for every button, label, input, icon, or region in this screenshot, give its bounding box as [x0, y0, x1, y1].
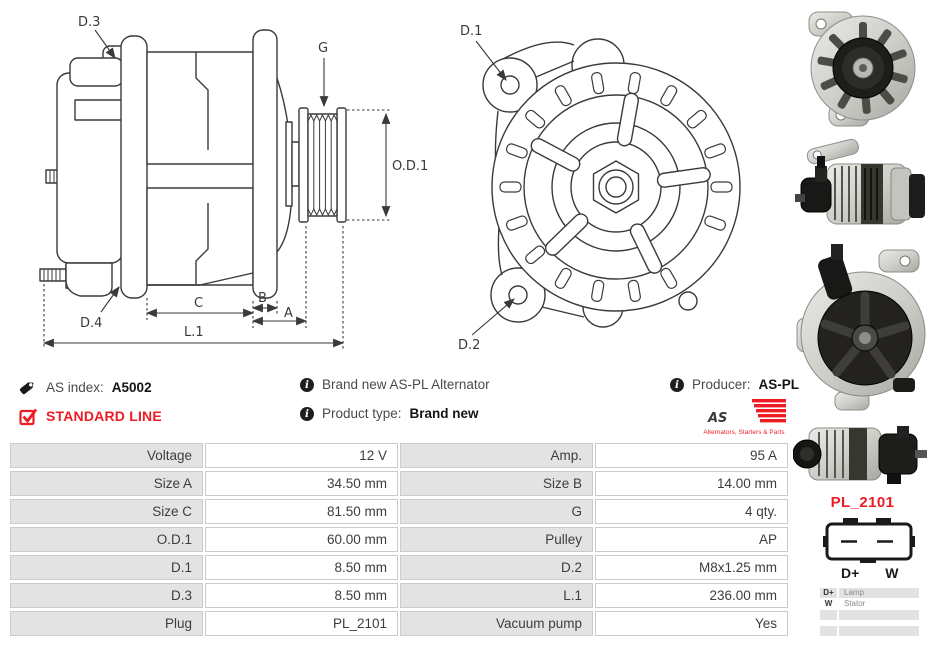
plug-legend [820, 588, 920, 637]
product-type-label: Product type: [322, 406, 402, 421]
spec-value-cell: 8.50 mm [205, 555, 398, 580]
label-d4: D.4 [80, 316, 103, 331]
hole-d1 [501, 76, 519, 94]
product-photo-side[interactable] [793, 138, 932, 236]
spec-value-cell: M8x1.25 mm [595, 555, 788, 580]
as-index-row [18, 377, 152, 397]
label-l1: L.1 [184, 325, 204, 340]
side-view-technical-drawing [0, 0, 430, 362]
plug-pin-labels [823, 565, 915, 581]
brand-new-row [300, 377, 490, 392]
legend-desc: Stator [844, 599, 866, 608]
info-icon: i [300, 407, 314, 421]
label-c: C [194, 296, 204, 311]
spec-value-cell: PL_2101 [205, 611, 398, 636]
legend-row [820, 599, 920, 609]
spec-label-cell: Vacuum pump [400, 611, 593, 636]
spec-label-cell: G [400, 499, 593, 524]
spec-label-cell: Size C [10, 499, 203, 524]
label-b: B [258, 291, 267, 306]
as-index-value: A5002 [111, 379, 152, 395]
info-icon: i [670, 378, 684, 392]
spec-value-cell: 60.00 mm [205, 527, 398, 552]
product-type-value: Brand new [409, 406, 479, 421]
stator-body-lower [147, 188, 253, 285]
standard-line-row [18, 406, 162, 426]
spec-label-cell: D.3 [10, 583, 203, 608]
label-a: A [284, 306, 293, 321]
standard-line-text: STANDARD LINE [46, 408, 162, 424]
label-d1: D.1 [460, 24, 483, 39]
pin-dplus-label: D+ [841, 565, 860, 581]
info-icon: i [300, 378, 314, 392]
product-type-row [300, 406, 479, 421]
spec-label-cell: D.2 [400, 555, 593, 580]
rear-bracket [121, 36, 147, 298]
spec-value-cell: Yes [595, 611, 788, 636]
producer-value: AS-PL [758, 377, 800, 392]
spec-label-cell: Voltage [10, 443, 203, 468]
spec-value-cell: 8.50 mm [205, 583, 398, 608]
spec-label-cell: O.D.1 [10, 527, 203, 552]
as-pl-logo-icon [696, 396, 792, 426]
plug-code-title: PL_2101 [830, 494, 895, 511]
spec-value-cell: AP [595, 527, 788, 552]
spec-value-cell: 14.00 mm [595, 471, 788, 496]
spec-label-cell: Pulley [400, 527, 593, 552]
spec-value-cell: 95 A [595, 443, 788, 468]
legend-desc: Lamp [839, 588, 919, 598]
spec-value-cell: 4 qty. [595, 499, 788, 524]
spec-table [10, 443, 788, 636]
legend-pin: W [824, 599, 833, 608]
plug-connector-diagram [823, 516, 915, 566]
logo-as-text: AS [708, 411, 728, 426]
tag-icon [18, 377, 38, 397]
front-view-technical-drawing [448, 5, 768, 357]
spec-value-cell: 236.00 mm [595, 583, 788, 608]
product-photo-rear[interactable] [793, 240, 932, 418]
legend-row-empty [820, 610, 920, 620]
spec-value-cell: 34.50 mm [205, 471, 398, 496]
producer-row [670, 377, 799, 392]
logo-tagline: Alternators, Starters & Parts [703, 429, 785, 436]
legend-row-empty [820, 626, 920, 636]
spec-label-cell: Size B [400, 471, 593, 496]
spec-label-cell: L.1 [400, 583, 593, 608]
spec-label-cell: Plug [10, 611, 203, 636]
label-g: G [318, 41, 329, 56]
front-bracket [253, 30, 277, 298]
legend-pin: D+ [820, 588, 837, 598]
shaft-washer [286, 122, 292, 206]
as-pl-logo [696, 396, 792, 436]
pulley [299, 108, 346, 222]
brand-new-text: Brand new AS-PL Alternator [322, 377, 490, 392]
spec-label-cell: D.1 [10, 555, 203, 580]
legend-row [820, 588, 920, 598]
label-d2: D.2 [458, 338, 481, 353]
spec-value-cell: 81.50 mm [205, 499, 398, 524]
pin-w-label: W [885, 565, 899, 581]
label-od1: O.D.1 [392, 159, 429, 174]
rear-lower-cover [66, 263, 112, 296]
as-index-label: AS index: [46, 379, 104, 395]
producer-label: Producer: [692, 377, 751, 392]
spec-label-cell: Size A [10, 471, 203, 496]
stator-body-upper [147, 52, 253, 164]
product-photo-angled[interactable] [793, 422, 932, 488]
checkbox-checked-icon [18, 406, 38, 426]
label-d3: D.3 [78, 15, 101, 30]
spec-label-cell: Amp. [400, 443, 593, 468]
product-photo-front[interactable] [793, 4, 932, 136]
spec-value-cell: 12 V [205, 443, 398, 468]
